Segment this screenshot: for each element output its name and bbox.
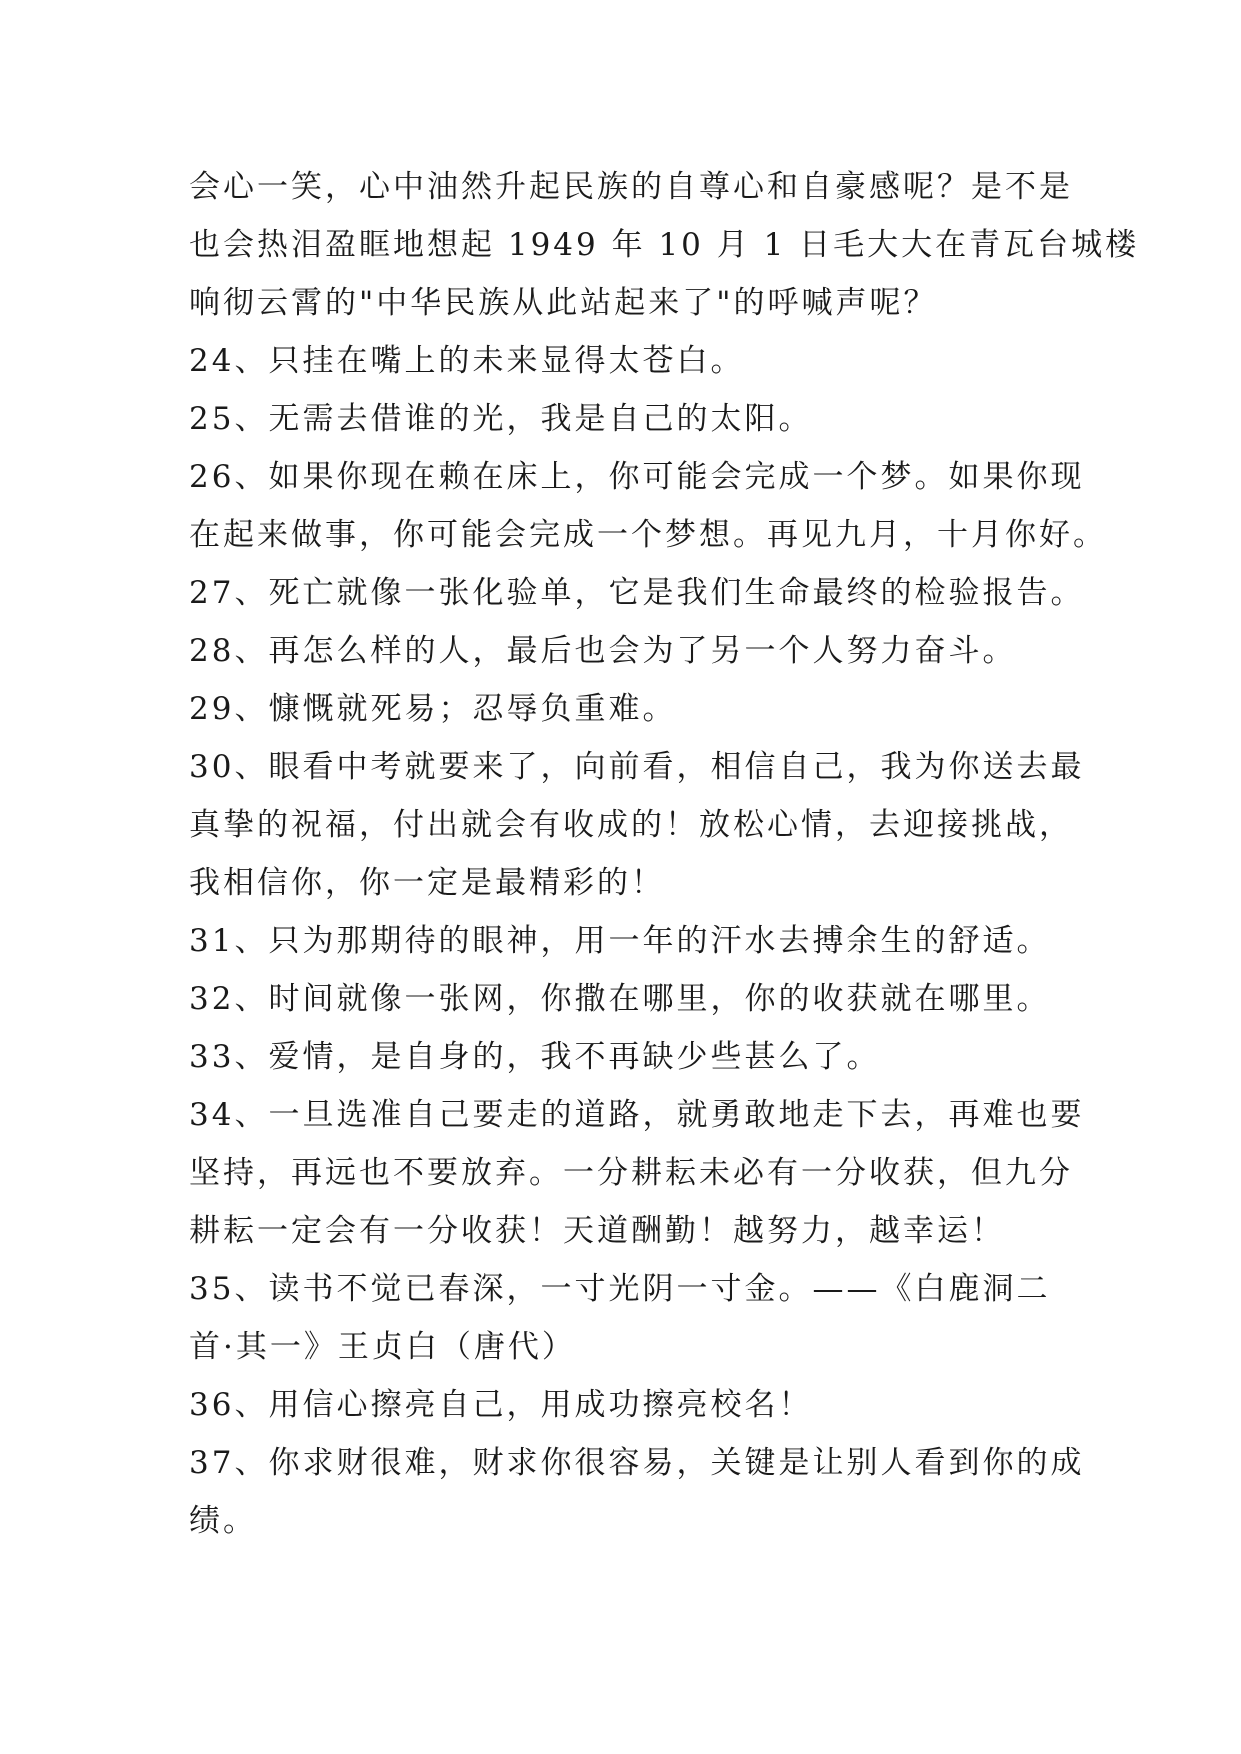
text-line: 37、你求财很难，财求你很容易，关键是让别人看到你的成 [189,1445,1085,1481]
text-line: 在起来做事，你可能会完成一个梦想。再见九月，十月你好。 [189,517,1107,553]
text-line: 36、用信心擦亮自己，用成功擦亮校名！ [189,1387,813,1423]
text-line: 坚持，再远也不要放弃。一分耕耘未必有一分收获，但九分 [189,1155,1073,1191]
text-line: 35、读书不觉已春深，一寸光阴一寸金。——《白鹿洞二 [189,1271,1051,1307]
text-line: 真挚的祝福，付出就会有收成的！放松心情，去迎接挑战， [189,807,1073,843]
text-line: 26、如果你现在赖在床上，你可能会完成一个梦。如果你现 [189,459,1085,495]
text-line: 34、一旦选准自己要走的道路，就勇敢地走下去，再难也要 [189,1097,1085,1133]
text-line: 耕耘一定会有一分收获！天道酬勤！越努力，越幸运！ [189,1213,1005,1249]
text-line: 首·其一》王贞白（唐代） [189,1329,576,1365]
text-line: 30、眼看中考就要来了，向前看，相信自己，我为你送去最 [189,749,1085,785]
text-line: 33、爱情，是自身的，我不再缺少些甚么了。 [189,1039,881,1075]
text-line: 也会热泪盈眶地想起 1949 年 10 月 1 日毛大大在青瓦台城楼 [189,227,1140,263]
document-body [189,158,1140,1550]
text-line: 我相信你，你一定是最精彩的！ [189,865,665,901]
text-line: 28、再怎么样的人，最后也会为了另一个人努力奋斗。 [189,633,1017,669]
text-line: 31、只为那期待的眼神，用一年的汗水去搏余生的舒适。 [189,923,1051,959]
text-line: 响彻云霄的"中华民族从此站起来了"的呼喊声呢？ [189,285,938,321]
text-line: 27、死亡就像一张化验单，它是我们生命最终的检验报告。 [189,575,1085,611]
text-line: 25、无需去借谁的光，我是自己的太阳。 [189,401,813,437]
text-line: 会心一笑，心中油然升起民族的自尊心和自豪感呢？是不是 [189,169,1073,205]
text-line: 29、慷慨就死易；忍辱负重难。 [189,691,677,727]
text-line: 绩。 [189,1503,257,1539]
text-line: 32、时间就像一张网，你撒在哪里，你的收获就在哪里。 [189,981,1051,1017]
text-line: 24、只挂在嘴上的未来显得太苍白。 [189,343,745,379]
